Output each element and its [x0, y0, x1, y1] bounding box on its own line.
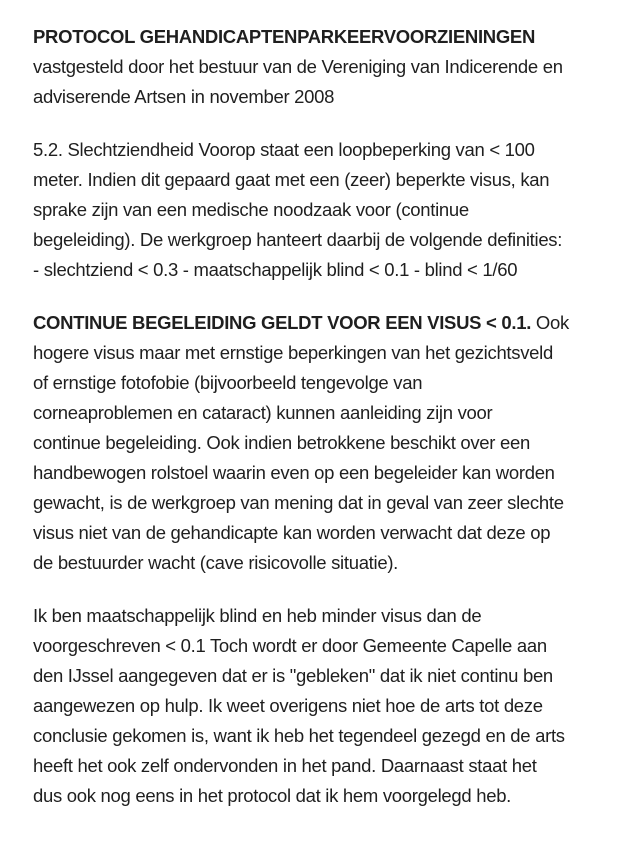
- section-5-2-paragraph: [33, 135, 590, 285]
- text-line: [33, 225, 590, 255]
- text-run: 5.2. Slechtziendheid Voorop staat een loopbeperking van < 100: [33, 139, 535, 160]
- text-line: [33, 195, 590, 225]
- text-line: [33, 518, 590, 548]
- text-run: begeleiding). De werkgroep hanteert daarbij de volgende definities:: [33, 229, 563, 250]
- bold-text-run: PROTOCOL GEHANDICAPTENPARKEERVOORZIENINGEN: [33, 26, 536, 47]
- text-run: dus ook nog eens in het protocol dat ik hem voorgelegd heb.: [33, 785, 512, 806]
- text-run: - slechtziend < 0.3 - maatschappelijk blind < 0.1 - blind < 1/60: [33, 259, 518, 280]
- text-line: [33, 781, 590, 811]
- text-run: adviserende Artsen in november 2008: [33, 86, 335, 107]
- text-run: of ernstige fotofobie (bijvoorbeeld tengevolge van: [33, 372, 423, 393]
- document-content: [33, 22, 590, 811]
- text-run: handbewogen rolstoel waarin even op een begeleider kan worden: [33, 462, 555, 483]
- text-line: [33, 338, 590, 368]
- text-line: [33, 82, 590, 112]
- text-line: [33, 548, 590, 578]
- text-line: [33, 135, 590, 165]
- text-line: [33, 255, 590, 285]
- text-run: conclusie gekomen is, want ik heb het tegendeel gezegd en de arts: [33, 725, 565, 746]
- text-run: den IJssel aangegeven dat er is "gebleken" dat ik niet continu ben: [33, 665, 553, 686]
- text-run: hogere visus maar met ernstige beperkingen van het gezichtsveld: [33, 342, 553, 363]
- text-run: heeft het ook zelf ondervonden in het pand. Daarnaast staat het: [33, 755, 537, 776]
- text-line: [33, 488, 590, 518]
- text-run: gewacht, is de werkgroep van mening dat in geval van zeer slechte: [33, 492, 564, 513]
- text-line: [33, 165, 590, 195]
- text-line: [33, 368, 590, 398]
- text-line: [33, 22, 590, 52]
- text-line: [33, 721, 590, 751]
- text-line: [33, 661, 590, 691]
- bold-text-run: CONTINUE BEGELEIDING GELDT VOOR EEN VISUS < 0.1.: [33, 312, 532, 333]
- text-run: sprake zijn van een medische noodzaak voor (continue: [33, 199, 469, 220]
- text-line: [33, 428, 590, 458]
- text-line: [33, 601, 590, 631]
- text-run: meter. Indien dit gepaard gaat met een (zeer) beperkte visus, kan: [33, 169, 550, 190]
- text-line: [33, 398, 590, 428]
- text-line: [33, 308, 590, 338]
- personal-commentary-paragraph: [33, 601, 590, 811]
- text-line: [33, 458, 590, 488]
- text-run: vastgesteld door het bestuur van de Vereniging van Indicerende en: [33, 56, 563, 77]
- text-run: de bestuurder wacht (cave risicovolle situatie).: [33, 552, 399, 573]
- text-run: Ik ben maatschappelijk blind en heb minder visus dan de: [33, 605, 482, 626]
- text-run: Ook: [531, 312, 569, 333]
- text-line: [33, 52, 590, 82]
- continue-begeleiding-paragraph: [33, 308, 590, 578]
- text-run: aangewezen op hulp. Ik weet overigens niet hoe de arts tot deze: [33, 695, 543, 716]
- text-line: [33, 691, 590, 721]
- title-paragraph: [33, 22, 590, 112]
- text-line: [33, 751, 590, 781]
- text-line: [33, 631, 590, 661]
- text-run: corneaproblemen en cataract) kunnen aanleiding zijn voor: [33, 402, 493, 423]
- text-run: visus niet van de gehandicapte kan worden verwacht dat deze op: [33, 522, 551, 543]
- text-run: voorgeschreven < 0.1 Toch wordt er door Gemeente Capelle aan: [33, 635, 547, 656]
- text-run: continue begeleiding. Ook indien betrokkene beschikt over een: [33, 432, 530, 453]
